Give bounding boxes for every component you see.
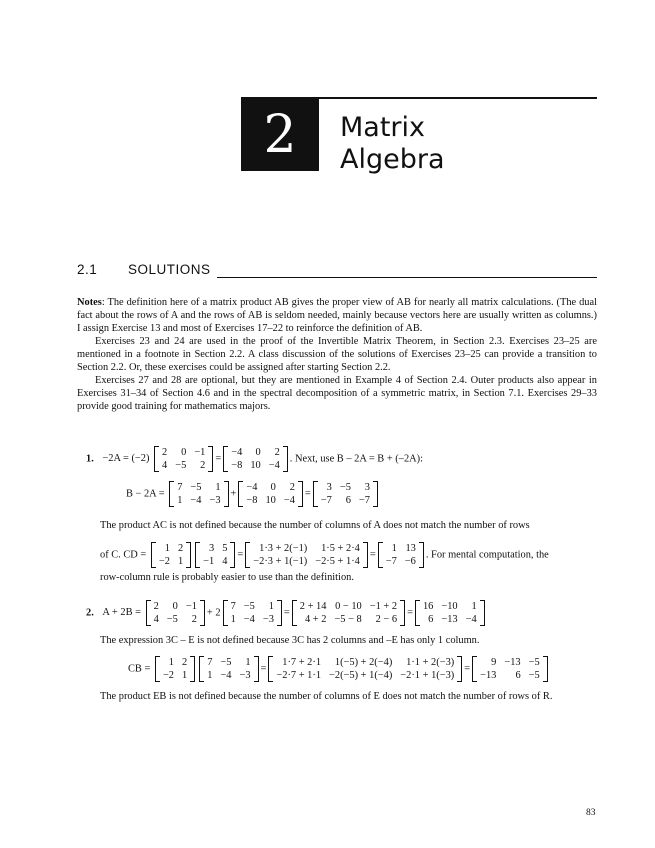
matrix-cell: −8 [246,495,258,506]
ex1-lhs: −2A = (−2) [102,453,150,465]
matrix-cell: 4 [153,614,159,625]
ex2-line1: 2. A + 2B = 2 0 −1 4 −5 2 + 2 7 −5 1 1 −4 −3 = 2 + 14 0 − 10 −1 + 2 4 + 2 −5 − 8 2 − 6 = 16 −10 1 6 −13 −4 [86,600,487,626]
ex2-matrix [223,600,282,626]
ex2-matrix [472,656,548,682]
ex1-matrix [245,542,368,568]
ex1-text3: row-column rule is probably easier to use than the definition. [100,572,354,583]
matrix-cell: −4 [190,495,202,506]
matrix-cell: −6 [404,556,416,567]
ex2-lhs2: CB = [128,663,151,675]
matrix-cell: 1 [177,556,184,567]
chapter-title-line1: Matrix [340,112,426,143]
matrix-cell: 2 − 6 [375,614,398,625]
matrix-cell: −2·1 + 1(−3) [400,670,455,681]
matrix-cell: −4 [243,614,255,625]
matrix-cell: −7 [320,495,332,506]
section-rule [217,277,597,278]
matrix-cell: −2 [158,556,170,567]
matrix-cell: 1 [268,601,274,612]
notes-label: Notes [77,297,102,308]
matrix-cell: 2 [162,447,168,458]
matrix-cell: −8 [231,460,243,471]
ex1-matrix [313,481,378,507]
matrix-cell: 2 [289,482,295,493]
ex1-line1: 1. −2A = (−2) 2 0 −1 4 −5 2 = −4 0 2 −8 10 −4 . Next, use B – 2A = B + (–2A): [86,447,423,471]
matrix-cell: 1·1 + 2(−3) [406,657,455,668]
ex2-matrix [268,656,462,682]
matrix-cell: −5 [220,657,232,668]
matrix-cell: −4 [268,460,280,471]
ex1-line4: of C. CD = 1 2 −2 1 3 5 −1 4 = 1·3 + 2(−1) 1·5 + 2·4 −2·3 + 1(−1) −2·5 + 1·4 = 1 13 −7 −6 . For mental computation, the [100,543,549,567]
matrix-cell: −5 [166,614,178,625]
matrix-cell: 4 [222,556,228,567]
matrix-cell: 1 [215,482,221,493]
matrix-cell: −7 [358,495,370,506]
matrix-cell: 0 − 10 [335,601,362,612]
matrix-cell: 6 [515,670,521,681]
matrix-cell: −7 [385,556,397,567]
matrix-cell: 1·3 + 2(−1) [259,543,308,554]
matrix-cell: 0 [181,447,187,458]
ex2-plus: + 2 [206,607,221,619]
notes-p3: Exercises 27 and 28 are optional, but they are mentioned in Example 4 of Section 2.4. Outer products also appear in Exercises 31–34 of Section 4.6 and in the spectral decomposition of a symmetric matrix, in Section 7.1. Exercises 29–33 provide good training for mathematics majors. [77,375,597,412]
ex1-text1: The product AC is not defined because the number of columns of A does not match the number of rows [100,520,530,531]
matrix-cell: −2(−5) + 1(−4) [329,670,393,681]
matrix-cell: 1 [471,601,477,612]
ex1-line2: B − 2A = 7 −5 1 1 −4 −3 + −4 0 2 −8 10 −4 = 3 −5 3 −7 6 −7 [126,481,380,507]
ex2-matrix [199,656,258,682]
matrix-cell: −1 [185,601,197,612]
matrix-cell: −4 [220,670,232,681]
matrix-cell: −13 [441,614,458,625]
ex1-matrix [151,542,191,568]
matrix-cell: 10 [250,460,261,471]
matrix-cell: 1 [177,495,183,506]
matrix-cell: 0 [172,601,178,612]
matrix-cell: 5 [222,543,228,554]
chapter-title [340,112,445,176]
matrix-cell: −5 [528,670,540,681]
matrix-cell: 2 [177,543,184,554]
matrix-cell: −2·5 + 1·4 [315,556,360,567]
matrix-cell: −4 [465,614,477,625]
ex1-matrix [154,446,213,472]
notes-block [77,296,597,413]
matrix-cell: −5 [190,482,202,493]
matrix-cell: 13 [405,543,416,554]
ex1-next: . Next, use B – 2A = B + (–2A): [289,453,423,465]
chapter-number-box: 2 [241,99,319,171]
matrix-cell: 1·5 + 2·4 [321,543,360,554]
matrix-cell: −1 [203,556,215,567]
ex2-line3: CB = 1 2 −2 1 7 −5 1 1 −4 −3 = 1·7 + 2·1 1(−5) + 2(−4) 1·1 + 2(−3) −2·7 + 1·1 −2(−5) + 1(−4) −2·1 + 1(−3) = 9 −13 −5 −13 6 −5 [128,656,550,682]
matrix-cell: 3 [364,482,370,493]
ex1-matrix [238,481,303,507]
matrix-cell: 1(−5) + 2(−4) [334,657,393,668]
matrix-cell: −4 [231,447,243,458]
matrix-cell: −3 [209,495,221,506]
matrix-cell: 7 [207,657,213,668]
matrix-cell: 2 [200,460,206,471]
matrix-cell: 10 [265,495,276,506]
matrix-cell: 2 [274,447,280,458]
matrix-cell: 0 [255,447,261,458]
matrix-cell: −5 [243,601,255,612]
matrix-cell: 3 [209,543,215,554]
matrix-cell: 1 [164,543,170,554]
matrix-cell: 1 [245,657,251,668]
page-number: 83 [586,808,596,818]
ex2-matrix [292,600,405,626]
section-number: 2.1 [77,262,98,277]
section-title: SOLUTIONS [128,262,211,277]
ex2-matrix [146,600,205,626]
chapter-title-line2: Algebra [340,144,445,175]
matrix-cell: 2 [191,614,197,625]
matrix-cell: 0 [270,482,276,493]
matrix-cell: −13 [480,670,497,681]
ex1-matrix [223,446,288,472]
matrix-cell: −4 [283,495,295,506]
ex2-text2: The product EB is not defined because the number of columns of E does not match the number of rows of R. [100,691,553,702]
ex1-matrix [378,542,424,568]
matrix-cell: −5 [175,460,187,471]
matrix-cell: −2 [162,670,174,681]
matrix-cell: −2·3 + 1(−1) [253,556,308,567]
matrix-cell: −5 [339,482,351,493]
ex1-text2a: of C. CD = [100,549,147,561]
notes-p1: : The definition here of a matrix product AB gives the proper view of AB for nearly all matrix calculations. (The dual fact about the rows of A and the rows of AB is seldom needed, mainly because vectors here are usually written as columns.) I assign Exercise 13 and most of Exercises 17–22 to reinforce the definition of AB. [77,297,597,334]
matrix-cell: 6 [428,614,434,625]
matrix-cell: 1 [207,670,213,681]
notes-p2: Exercises 23 and 24 are used in the proof of the Invertible Matrix Theorem, in Section 2.3. Exercises 23–25 are mentioned in a footnote in Section 2.2. A class discussion of the solutions of Exercises 23–25 can provide a transition to Section 2.2. Or, these exercises could be assigned after starting Section 2.2. [77,336,597,373]
ex2-lhs: A + 2B = [102,607,141,619]
matrix-cell: −3 [239,670,251,681]
matrix-cell: 1 [182,670,188,681]
matrix-cell: −5 [528,657,540,668]
matrix-cell: −5 − 8 [334,614,362,625]
ex2-matrix [155,656,195,682]
section-heading [77,262,597,280]
matrix-cell: 7 [177,482,183,493]
ex2-number: 2. [86,607,94,619]
matrix-cell: −1 [194,447,206,458]
matrix-cell: 7 [230,601,236,612]
matrix-cell: −3 [262,614,274,625]
ex1-matrix [169,481,228,507]
matrix-cell: 16 [422,601,434,612]
matrix-cell: −13 [504,657,521,668]
matrix-cell: 2 [153,601,159,612]
matrix-cell: 1·7 + 2·1 [282,657,322,668]
matrix-cell: −1 + 2 [369,601,398,612]
matrix-cell: −10 [441,601,458,612]
ex1-matrix [195,542,235,568]
matrix-cell: 4 [162,460,168,471]
ex2-matrix [415,600,485,626]
matrix-cell: 1 [230,614,236,625]
ex2-text1: The expression 3C – E is not defined because 3C has 2 columns and –E has only 1 column. [100,635,480,646]
matrix-cell: 1 [168,657,174,668]
ex1-lhs2: B − 2A = [126,488,165,500]
matrix-cell: 1 [391,543,397,554]
matrix-cell: 9 [491,657,497,668]
matrix-cell: 2 [182,657,188,668]
matrix-cell: 4 + 2 [304,614,327,625]
matrix-cell: 3 [326,482,332,493]
matrix-cell: −2·7 + 1·1 [276,670,322,681]
matrix-cell: −4 [246,482,258,493]
ex1-text2b: . For mental computation, the [425,549,549,561]
matrix-cell: 6 [345,495,351,506]
ex1-number: 1. [86,453,94,465]
matrix-cell: 2 + 14 [299,601,327,612]
